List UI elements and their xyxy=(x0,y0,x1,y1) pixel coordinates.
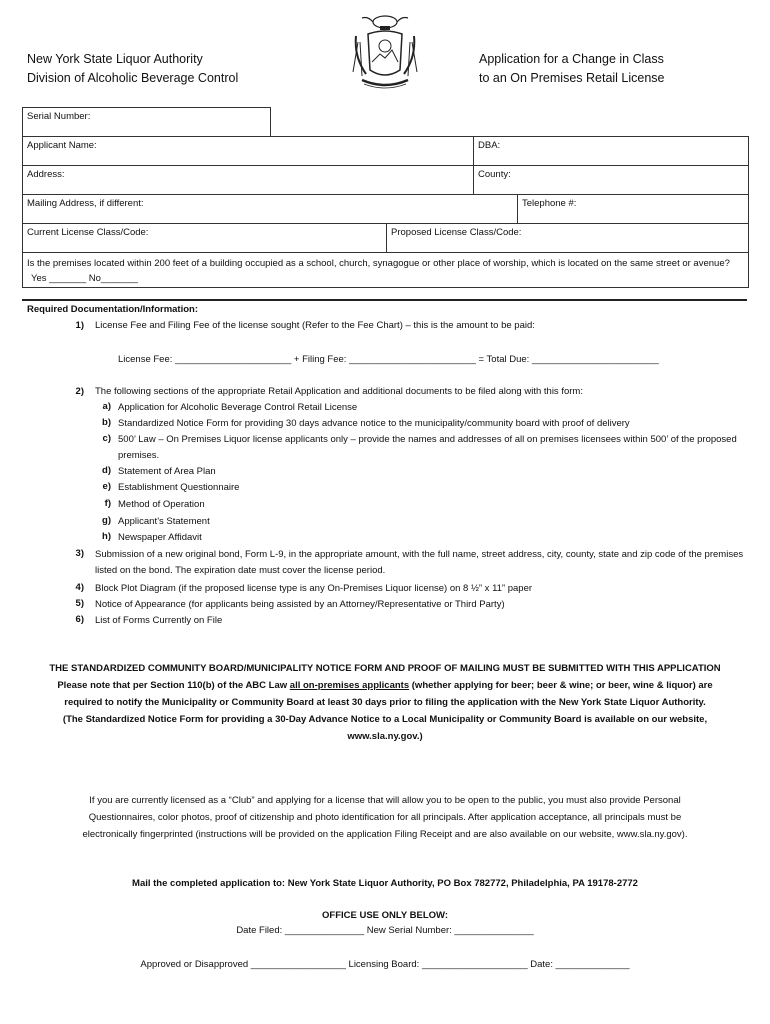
notice-line-2-underlined: all on-premises applicants xyxy=(289,680,410,691)
item-1-text: License Fee and Filing Fee of the license sought (Refer to the Fee Chart) – this is the amount to be paid: xyxy=(95,320,535,331)
notice-line-2a: Please note that per Section 110(b) of the ABC Law xyxy=(57,680,290,691)
sub-f-text: Method of Operation xyxy=(118,499,205,510)
serial-number-label: Serial Number: xyxy=(27,111,91,122)
premises-question-box[interactable] xyxy=(22,252,749,288)
sub-h-letter: h) xyxy=(102,531,111,542)
proposed-class-field[interactable] xyxy=(386,224,748,252)
section-divider xyxy=(22,299,747,301)
header-title xyxy=(479,50,665,88)
current-class-field[interactable] xyxy=(23,224,386,252)
sub-g-text: Applicant’s Statement xyxy=(118,516,210,527)
applicant-name-field[interactable] xyxy=(23,137,473,165)
sub-b-letter: b) xyxy=(102,417,111,428)
item-2-text: The following sections of the appropriate Retail Application and additional documents to be filed along with this form: xyxy=(95,386,583,397)
notice-line-4: (The Standardized Notice Form for providing a 30-Day Advance Notice to a Local Municipality or Community Board is available on our website, xyxy=(62,714,708,725)
applicant-name-label: Applicant Name: xyxy=(27,140,97,151)
title-line-1: Application for a Change in Class xyxy=(479,52,664,66)
premises-question: Is the premises located within 200 feet of a building occupied as a school, church, synagogue or other place of worship, which is located on the same street or avenue? xyxy=(27,258,730,269)
nys-seal-icon xyxy=(350,12,420,92)
office-use-line-2[interactable]: Approved or Disapproved __________________ Licensing Board: ____________________ Date: ______________ xyxy=(140,959,630,970)
county-label: County: xyxy=(478,169,511,180)
sub-g-letter: g) xyxy=(102,515,111,526)
telephone-label: Telephone #: xyxy=(522,198,577,209)
dba-field[interactable] xyxy=(473,137,748,165)
club-line-2: Questionnaires, color photos, proof of citizenship and photo identification for all principals. After application acceptance, all principals must be xyxy=(88,812,682,823)
sub-h-text: Newspaper Affidavit xyxy=(118,532,202,543)
license-class-row xyxy=(22,223,749,253)
sub-a-text: Application for Alcoholic Beverage Control Retail License xyxy=(118,402,358,413)
sub-c-letter: c) xyxy=(102,433,111,444)
telephone-field[interactable] xyxy=(517,195,748,223)
notice-line-3: required to notify the Municipality or Community Board at least 30 days prior to filing the application with the New York State Liquor Authority. xyxy=(64,697,706,708)
dba-label: DBA: xyxy=(478,140,501,151)
title-line-2: to an On Premises Retail License xyxy=(479,71,665,85)
mail-instructions: Mail the completed application to: New York State Liquor Authority, PO Box 782772, Philadelphia, PA 19178-2772 xyxy=(132,878,638,889)
item-4-number: 4) xyxy=(75,582,84,593)
mailing-address-row xyxy=(22,194,749,224)
org-division: Division of Alcoholic Beverage Control xyxy=(27,71,239,85)
item-5-number: 5) xyxy=(75,598,84,609)
address-row xyxy=(22,165,749,195)
item-6-text: List of Forms Currently on File xyxy=(95,615,223,626)
notice-block xyxy=(20,660,750,745)
notice-line-2 xyxy=(20,677,750,694)
mailing-address-label: Mailing Address, if different: xyxy=(27,198,144,209)
item-3-text: Submission of a new original bond, Form L-9, in the appropriate amount, with the full name, street address, city, county, state and zip code of the premises listed on the bond. The expiration date must cover the license period. xyxy=(95,549,744,576)
notice-line-5: www.sla.ny.gov.) xyxy=(347,731,423,742)
sub-d-text: Statement of Area Plan xyxy=(118,466,216,477)
office-use-line-1[interactable]: Date Filed: _______________ New Serial Number: _______________ xyxy=(236,925,534,936)
sub-f-letter: f) xyxy=(104,498,111,509)
required-title: Required Documentation/Information: xyxy=(27,304,198,315)
item-3-number: 3) xyxy=(75,548,84,559)
sub-e-text: Establishment Questionnaire xyxy=(118,482,240,493)
club-line-1: If you are currently licensed as a “Club” and applying for a license that will allow you to be open to the public, you must also provide Personal xyxy=(89,795,681,806)
sub-a-letter: a) xyxy=(102,401,111,412)
applicant-name-row xyxy=(22,136,749,166)
yes-no-answer[interactable]: Yes _______ No_______ xyxy=(31,273,138,284)
item-5-text: Notice of Appearance (for applicants being assisted by an Attorney/Representative or Third Party) xyxy=(95,599,505,610)
sub-d-letter: d) xyxy=(102,465,111,476)
sub-b-text: Standardized Notice Form for providing 30 days advance notice to the municipality/community board with proof of delivery xyxy=(118,418,630,429)
sub-c-text: 500’ Law – On Premises Liquor license applicants only – provide the names and addresses of all on premises licensees within 500’ of the proposed premises. xyxy=(118,434,737,461)
address-label: Address: xyxy=(27,169,65,180)
fees-line: License Fee: ______________________ + Filing Fee: ________________________ = Total Due: ________________________ xyxy=(118,354,659,365)
address-field[interactable] xyxy=(23,166,473,194)
club-line-3: electronically fingerprinted (instructions will be provided on the application Filing Receipt and are also available on our website, www.sla.ny.gov). xyxy=(82,829,688,840)
header-org xyxy=(27,50,238,88)
proposed-class-label: Proposed License Class/Code: xyxy=(391,227,522,238)
office-use-title: OFFICE USE ONLY BELOW: xyxy=(322,910,448,921)
county-field[interactable] xyxy=(473,166,748,194)
mailing-address-field[interactable] xyxy=(23,195,517,223)
serial-number-field[interactable] xyxy=(22,107,271,137)
notice-line-1: THE STANDARDIZED COMMUNITY BOARD/MUNICIPALITY NOTICE FORM AND PROOF OF MAILING MUST BE SUBMITTED WITH THIS APPLICATION xyxy=(49,663,721,674)
item-2-number: 2) xyxy=(75,386,84,397)
item-4-text: Block Plot Diagram (if the proposed license type is any On-Premises Liquor license) on 8 ½” x 11” paper xyxy=(95,583,533,594)
org-name: New York State Liquor Authority xyxy=(27,52,203,66)
item-6-number: 6) xyxy=(75,614,84,625)
sub-e-letter: e) xyxy=(102,481,111,492)
item-1-number: 1) xyxy=(75,320,84,331)
club-block xyxy=(20,792,750,843)
current-class-label: Current License Class/Code: xyxy=(27,227,149,238)
notice-line-2b: (whether applying for beer; beer & wine; or beer, wine & liquor) are xyxy=(409,680,713,691)
